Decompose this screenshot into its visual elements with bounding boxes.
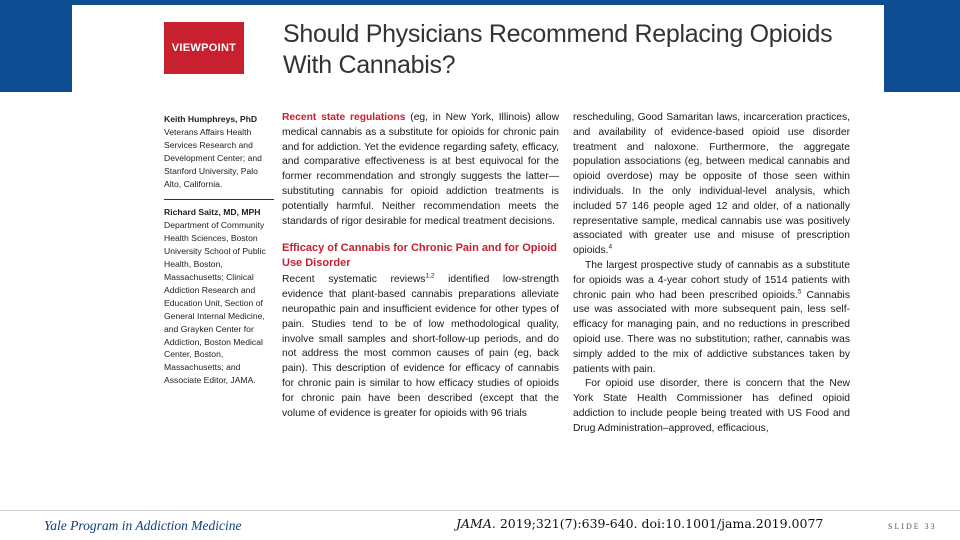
population-paragraph xyxy=(573,111,850,259)
cohort-text-a: The largest prospective study of cannabis as a substitute for opioids was a 4-year cohort study of 1514 patients with chronic pain who had been prescribed opioids. xyxy=(573,259,850,301)
article-title-line2: With Cannabis? xyxy=(283,51,456,79)
population-ref: 4 xyxy=(608,243,613,251)
slide-number: SLIDE 33 xyxy=(888,522,937,531)
cohort-ref: 5 xyxy=(797,288,802,296)
viewpoint-badge: VIEWPOINT xyxy=(164,22,244,74)
author2-name: Richard Saitz, MD, MPH xyxy=(164,207,261,218)
author1-affiliation: Veterans Affairs Health Services Research and Development Center; and Stanford University, Palo Alto, California. xyxy=(164,126,262,189)
author-divider xyxy=(164,199,274,200)
article-title-line1: Should Physicians Recommend Replacing Opioids xyxy=(283,20,833,48)
article-page xyxy=(72,5,884,483)
opioid-disorder-paragraph: For opioid use disorder, there is concern that the New York State Health Commissioner has defined opioid addiction to include people being treated with US Food and Drug Administration–approved, efficacious, xyxy=(573,378,850,434)
intro-lead: Recent state regulations xyxy=(282,112,406,123)
reviews-text-b: identified low-strength evidence that plant-based cannabis preparations alleviate neuropathic pain and insufficient evidence for other types of pain. Studies tend to be of low methodological quality, involve small samples and short-follow-up periods, and do not address the most common causes of pain (eg, back pain). This description of evidence for efficacy of cannabis for chronic pain is similar to how efficacy studies of opioids for chronic pain have been described (except that the volume of evidence is greater for opioids with 96 trials xyxy=(282,274,559,419)
citation xyxy=(456,516,823,531)
reviews-text-a: Recent systematic reviews xyxy=(282,274,426,286)
cohort-text-b: Cannabis use was associated with more subsequent pain, less self-efficacy for managing pain, and no reductions in prescribed opioid use. There was no substitution; rather, cannabis was simply added to the mix of addictive substances taken by patients with pain. xyxy=(573,289,850,375)
text-column-1 xyxy=(282,111,559,421)
program-name: Yale Program in Addiction Medicine xyxy=(44,518,242,533)
footer-divider xyxy=(0,510,960,511)
section-heading: Efficacy of Cannabis for Chronic Pain and for Opioid Use Disorder xyxy=(282,242,558,270)
citation-details: . 2019;321(7):639-640. doi:10.1001/jama.2019.0077 xyxy=(491,516,824,531)
author1-name: Keith Humphreys, PhD xyxy=(164,114,258,124)
reviews-paragraph xyxy=(282,273,559,421)
population-text: rescheduling, Good Samaritan laws, incarceration practices, and availability of evidence-based opioid use disorder treatment and naloxone. Furthermore, the aggregate population associations (eg, between medical cannabis and opioid overdose) may be opposite of those seen within individuals. In the only individual-level analysis, which included 57 146 people aged 12 and older, of a nationally representative sample, medical cannabis use was positively associated with greater use and misuse of prescription opioids. xyxy=(573,112,850,257)
reviews-ref: 1,2 xyxy=(425,272,435,280)
text-column-2 xyxy=(573,111,850,437)
author-sidebar xyxy=(164,113,274,387)
intro-paragraph xyxy=(282,111,559,229)
author2-affiliation: Department of Community Health Sciences, Boston University School of Public Health, Boston, Massachusetts; Clinical Addiction Research and Education Unit, Section of General Internal Medicine, and Grayken Center for Addiction, Boston Medical Center, Boston, Massachusetts; and Associate Editor, JAMA. xyxy=(164,220,266,386)
article-title xyxy=(283,19,873,81)
intro-text: (eg, in New York, Illinois) allow medical cannabis as a substitute for opioids for chronic pain and for addiction. Yet the evidence regarding safety, efficacy, and comparative effectiveness is at best equivocal for the former recommendation and strongly suggests the latter—substituting cannabis for opioid addiction treatments is potentially harmful. Neither recommendation meets the standards of rigor desirable for medical treatment decisions. xyxy=(282,112,559,227)
citation-journal: JAMA xyxy=(456,516,492,531)
cohort-paragraph xyxy=(573,259,850,377)
